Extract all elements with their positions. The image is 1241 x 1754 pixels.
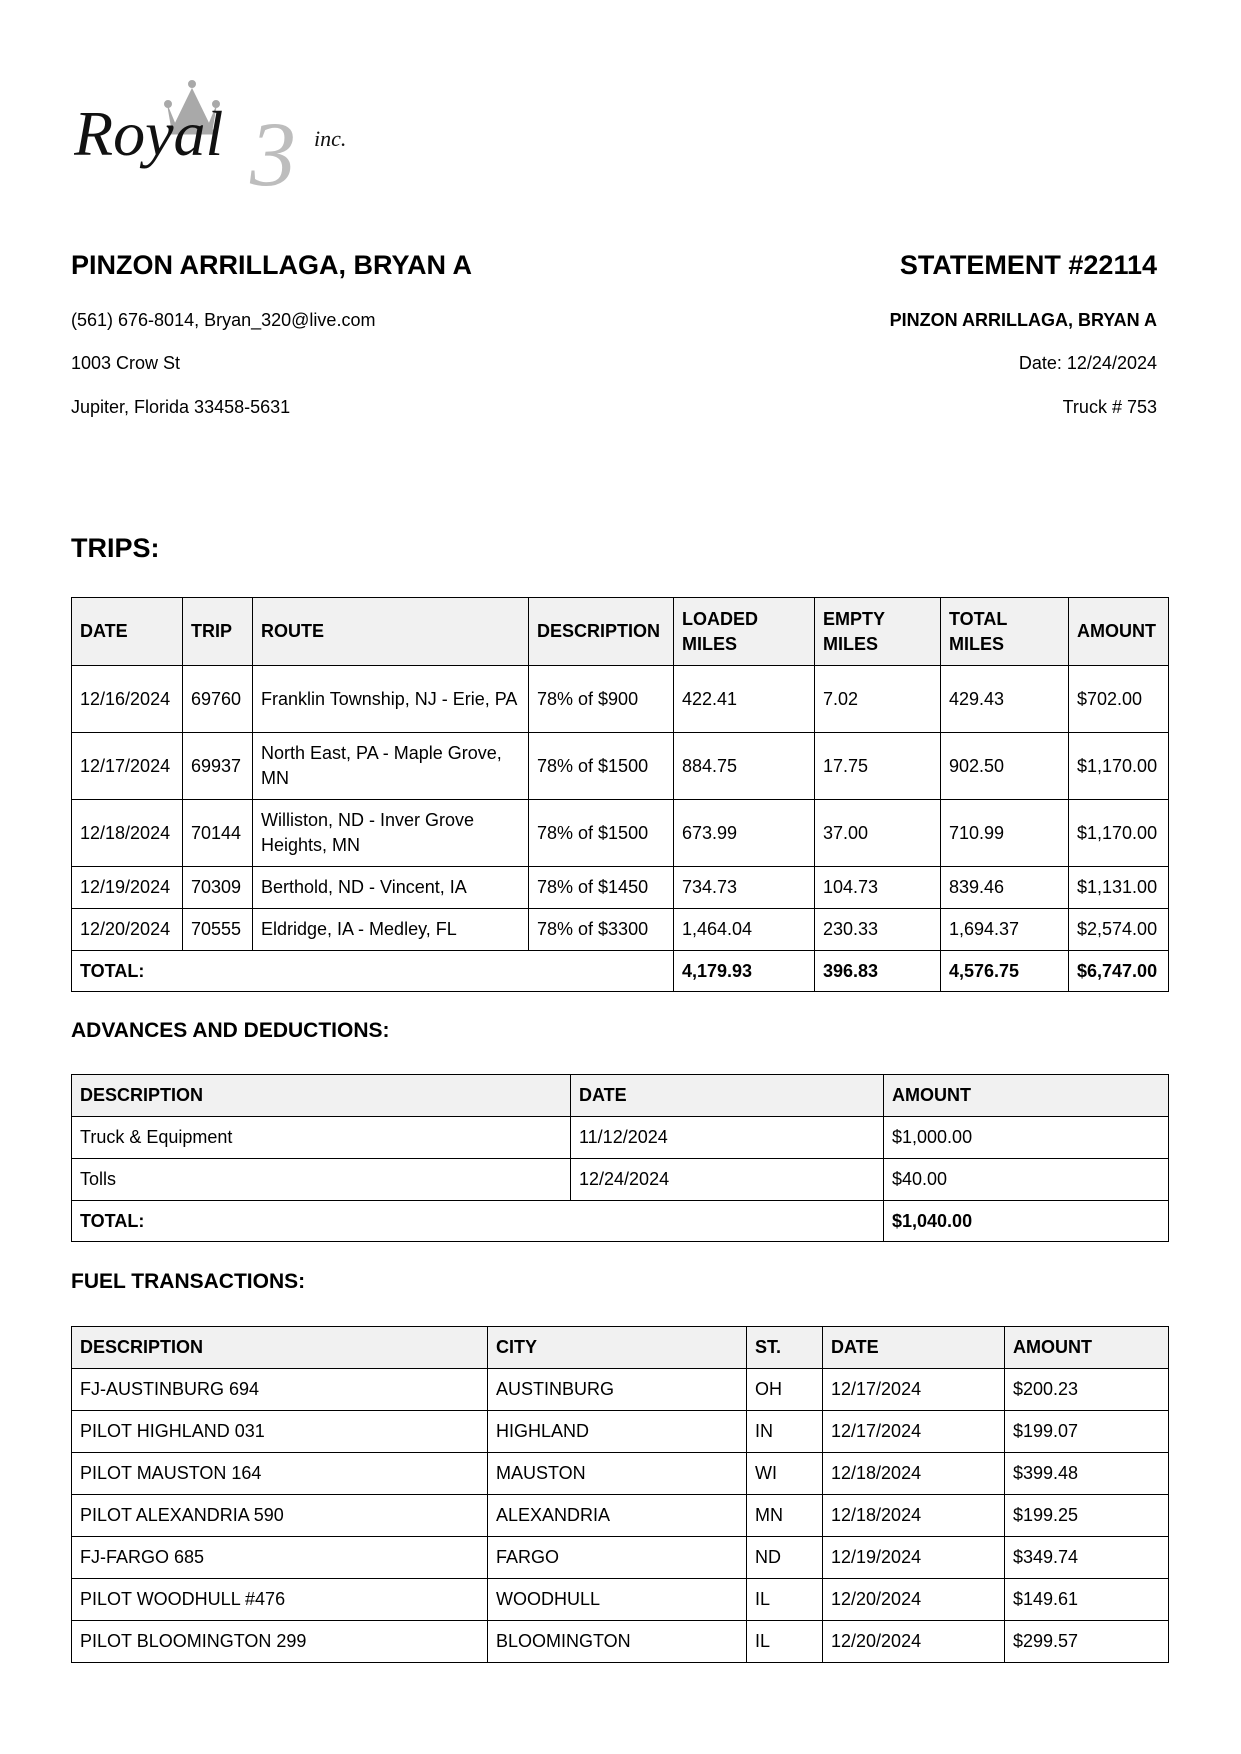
advances-col-amount: AMOUNT xyxy=(884,1075,1169,1117)
trip-number: 70309 xyxy=(183,867,253,909)
fuel-amount: $399.48 xyxy=(1005,1453,1169,1495)
trips-section-title: TRIPS: xyxy=(71,533,160,563)
fuel-city: MAUSTON xyxy=(488,1453,747,1495)
trip-date: 12/16/2024 xyxy=(72,666,183,733)
trip-route: Franklin Township, NJ - Erie, PA xyxy=(253,666,529,733)
advances-col-date: DATE xyxy=(571,1075,884,1117)
table-row xyxy=(72,1453,1169,1495)
trips-total-empty-miles: 396.83 xyxy=(815,951,941,992)
fuel-state: IL xyxy=(747,1579,823,1621)
fuel-amount: $299.57 xyxy=(1005,1621,1169,1663)
fuel-col-city: CITY xyxy=(488,1327,747,1369)
trip-number: 70144 xyxy=(183,800,253,867)
table-row xyxy=(72,1621,1169,1663)
company-logo xyxy=(74,80,384,195)
trips-total-miles: 4,576.75 xyxy=(941,951,1069,992)
trip-route: Eldridge, IA - Medley, FL xyxy=(253,909,529,951)
trips-col-description: DESCRIPTION xyxy=(529,598,674,666)
fuel-description: PILOT BLOOMINGTON 299 xyxy=(72,1621,488,1663)
trip-empty-miles: 7.02 xyxy=(815,666,941,733)
trip-date: 12/20/2024 xyxy=(72,909,183,951)
trip-amount: $1,170.00 xyxy=(1069,733,1169,800)
trip-empty-miles: 37.00 xyxy=(815,800,941,867)
fuel-city: AUSTINBURG xyxy=(488,1369,747,1411)
fuel-date: 12/19/2024 xyxy=(823,1537,1005,1579)
trips-total-label: TOTAL: xyxy=(72,951,674,992)
trip-description: 78% of $1500 xyxy=(529,800,674,867)
table-row xyxy=(72,1159,1169,1201)
trips-table xyxy=(71,597,1169,992)
trips-header-row xyxy=(72,598,1169,666)
royal-3-inc-logo-graphic xyxy=(74,80,384,195)
driver-name: PINZON ARRILLAGA, BRYAN A xyxy=(71,250,473,280)
table-row xyxy=(72,666,1169,733)
fuel-state: IN xyxy=(747,1411,823,1453)
fuel-description: PILOT WOODHULL #476 xyxy=(72,1579,488,1621)
trip-empty-miles: 17.75 xyxy=(815,733,941,800)
table-row xyxy=(72,1495,1169,1537)
driver-address-line1: 1003 Crow St xyxy=(71,353,181,373)
trip-route: Berthold, ND - Vincent, IA xyxy=(253,867,529,909)
table-row xyxy=(72,1579,1169,1621)
trip-loaded-miles: 734.73 xyxy=(674,867,815,909)
trips-col-trip: TRIP xyxy=(183,598,253,666)
fuel-description: PILOT MAUSTON 164 xyxy=(72,1453,488,1495)
trip-loaded-miles: 884.75 xyxy=(674,733,815,800)
fuel-date: 12/20/2024 xyxy=(823,1621,1005,1663)
trip-number: 70555 xyxy=(183,909,253,951)
logo-suffix: inc. xyxy=(314,126,347,151)
fuel-amount: $349.74 xyxy=(1005,1537,1169,1579)
advances-total-row xyxy=(72,1201,1169,1242)
driver-address-line2: Jupiter, Florida 33458-5631 xyxy=(71,397,291,417)
trip-description: 78% of $1500 xyxy=(529,733,674,800)
table-row xyxy=(72,733,1169,800)
table-row xyxy=(72,909,1169,951)
trip-date: 12/17/2024 xyxy=(72,733,183,800)
advance-date: 12/24/2024 xyxy=(571,1159,884,1201)
trips-total-amount: $6,747.00 xyxy=(1069,951,1169,992)
fuel-date: 12/18/2024 xyxy=(823,1495,1005,1537)
trip-total-miles: 1,694.37 xyxy=(941,909,1069,951)
advances-section-title: ADVANCES AND DEDUCTIONS: xyxy=(71,1019,390,1042)
fuel-date: 12/18/2024 xyxy=(823,1453,1005,1495)
fuel-city: BLOOMINGTON xyxy=(488,1621,747,1663)
trip-loaded-miles: 673.99 xyxy=(674,800,815,867)
table-row xyxy=(72,1411,1169,1453)
fuel-description: PILOT ALEXANDRIA 590 xyxy=(72,1495,488,1537)
trips-total-loaded-miles: 4,179.93 xyxy=(674,951,815,992)
statement-title: STATEMENT #22114 xyxy=(899,250,1157,280)
advances-total-amount: $1,040.00 xyxy=(884,1201,1169,1242)
statement-date: Date: 12/24/2024 xyxy=(1018,353,1157,373)
trip-route: Williston, ND - Inver Grove Heights, MN xyxy=(253,800,529,867)
trips-col-date: DATE xyxy=(72,598,183,666)
fuel-col-description: DESCRIPTION xyxy=(72,1327,488,1369)
table-row xyxy=(72,800,1169,867)
trip-loaded-miles: 422.41 xyxy=(674,666,815,733)
trip-total-miles: 429.43 xyxy=(941,666,1069,733)
advance-description: Tolls xyxy=(72,1159,571,1201)
trip-description: 78% of $900 xyxy=(529,666,674,733)
trip-total-miles: 902.50 xyxy=(941,733,1069,800)
trip-amount: $1,170.00 xyxy=(1069,800,1169,867)
logo-text: Royal xyxy=(74,98,224,169)
trip-amount: $1,131.00 xyxy=(1069,867,1169,909)
advance-date: 11/12/2024 xyxy=(571,1117,884,1159)
trip-number: 69937 xyxy=(183,733,253,800)
fuel-header-row xyxy=(72,1327,1169,1369)
trips-col-route: ROUTE xyxy=(253,598,529,666)
driver-contact: (561) 676-8014, Bryan_320@live.com xyxy=(71,310,376,330)
fuel-amount: $199.25 xyxy=(1005,1495,1169,1537)
fuel-description: FJ-FARGO 685 xyxy=(72,1537,488,1579)
fuel-col-date: DATE xyxy=(823,1327,1005,1369)
trip-empty-miles: 230.33 xyxy=(815,909,941,951)
fuel-state: ND xyxy=(747,1537,823,1579)
fuel-section-title: FUEL TRANSACTIONS: xyxy=(71,1270,306,1293)
trip-route: North East, PA - Maple Grove, MN xyxy=(253,733,529,800)
table-row xyxy=(72,1117,1169,1159)
fuel-description: FJ-AUSTINBURG 694 xyxy=(72,1369,488,1411)
trips-col-loaded-miles: LOADED MILES xyxy=(674,598,815,666)
trip-description: 78% of $3300 xyxy=(529,909,674,951)
trips-col-amount: AMOUNT xyxy=(1069,598,1169,666)
fuel-state: MN xyxy=(747,1495,823,1537)
trip-amount: $702.00 xyxy=(1069,666,1169,733)
trip-loaded-miles: 1,464.04 xyxy=(674,909,815,951)
advance-amount: $1,000.00 xyxy=(884,1117,1169,1159)
fuel-state: IL xyxy=(747,1621,823,1663)
advances-header-row xyxy=(72,1075,1169,1117)
trip-amount: $2,574.00 xyxy=(1069,909,1169,951)
table-row xyxy=(72,1537,1169,1579)
fuel-date: 12/20/2024 xyxy=(823,1579,1005,1621)
trip-date: 12/19/2024 xyxy=(72,867,183,909)
table-row xyxy=(72,867,1169,909)
trip-date: 12/18/2024 xyxy=(72,800,183,867)
statement-driver-name: PINZON ARRILLAGA, BRYAN A xyxy=(889,310,1157,330)
trips-col-total-miles: TOTAL MILES xyxy=(941,598,1069,666)
fuel-city: WOODHULL xyxy=(488,1579,747,1621)
fuel-amount: $199.07 xyxy=(1005,1411,1169,1453)
fuel-description: PILOT HIGHLAND 031 xyxy=(72,1411,488,1453)
fuel-date: 12/17/2024 xyxy=(823,1369,1005,1411)
fuel-col-state: ST. xyxy=(747,1327,823,1369)
fuel-amount: $149.61 xyxy=(1005,1579,1169,1621)
trip-empty-miles: 104.73 xyxy=(815,867,941,909)
fuel-city: FARGO xyxy=(488,1537,747,1579)
fuel-state: OH xyxy=(747,1369,823,1411)
fuel-city: HIGHLAND xyxy=(488,1411,747,1453)
advance-amount: $40.00 xyxy=(884,1159,1169,1201)
trip-total-miles: 710.99 xyxy=(941,800,1069,867)
fuel-state: WI xyxy=(747,1453,823,1495)
fuel-col-amount: AMOUNT xyxy=(1005,1327,1169,1369)
trip-number: 69760 xyxy=(183,666,253,733)
fuel-amount: $200.23 xyxy=(1005,1369,1169,1411)
advances-col-description: DESCRIPTION xyxy=(72,1075,571,1117)
trips-total-row xyxy=(72,951,1169,992)
fuel-table xyxy=(71,1326,1169,1663)
fuel-city: ALEXANDRIA xyxy=(488,1495,747,1537)
trips-col-empty-miles: EMPTY MILES xyxy=(815,598,941,666)
truck-number: Truck # 753 xyxy=(1062,397,1157,417)
table-row xyxy=(72,1369,1169,1411)
advances-total-label: TOTAL: xyxy=(72,1201,884,1242)
fuel-date: 12/17/2024 xyxy=(823,1411,1005,1453)
trip-description: 78% of $1450 xyxy=(529,867,674,909)
trip-total-miles: 839.46 xyxy=(941,867,1069,909)
logo-number: 3 xyxy=(250,103,296,195)
advance-description: Truck & Equipment xyxy=(72,1117,571,1159)
advances-table xyxy=(71,1074,1169,1242)
